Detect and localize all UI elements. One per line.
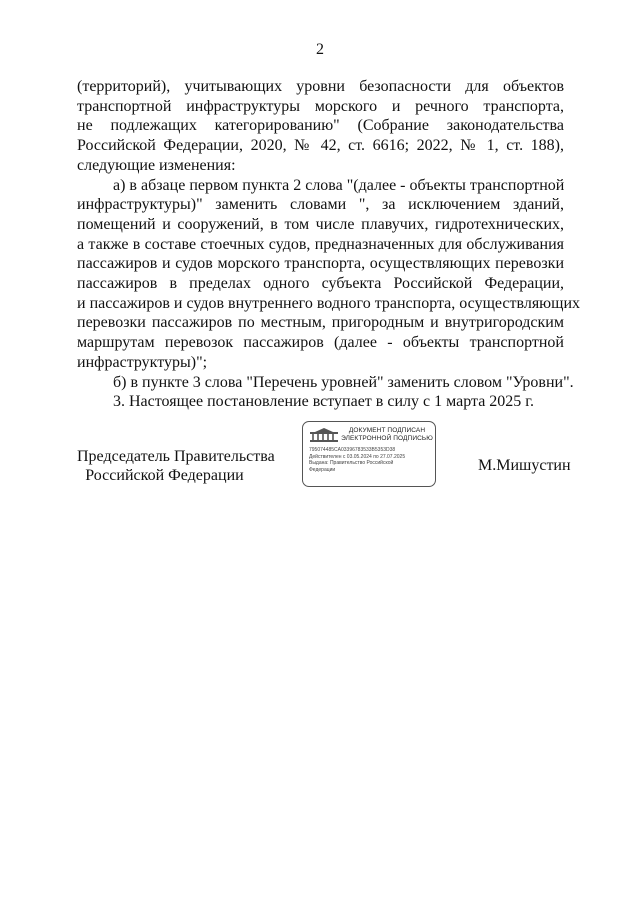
stamp-title [341, 427, 433, 443]
body-line: инфраструктуры)" заменить словами ", за исключением зданий, [77, 196, 564, 214]
stamp-title-line-2: ЭЛЕКТРОННОЙ ПОДПИСЬЮ [341, 435, 433, 442]
signatory-name: М.Мишустин [478, 457, 571, 474]
signatory-position-line-1: Председатель Правительства [77, 448, 275, 465]
stamp-issued-by-line-2: Федерации [309, 466, 336, 473]
body-line: следующие изменения: [77, 156, 236, 174]
body-line: а также в составе стоечных судов, предназначенных для обслуживания [77, 235, 564, 253]
body-line: б) в пункте 3 слова "Перечень уровней" заменить словом "Уровни". [113, 373, 574, 391]
body-line: помещений и сооружений, в том числе плавучих, гидротехнических, [77, 215, 564, 233]
signatory-position [77, 447, 275, 485]
body-line: транспортной инфраструктуры морского и речного транспорта, [77, 97, 564, 115]
body-line: 3. Настоящее постановление вступает в силу с 1 марта 2025 г. [113, 393, 535, 411]
body-line: маршрутам перевозок пассажиров (далее - объекты транспортной [77, 334, 564, 352]
government-building-icon [309, 428, 339, 442]
body-line: Российской Федерации, 2020, № 42, ст. 6616; 2022, № 1, ст. 188), [77, 137, 564, 155]
page-number: 2 [316, 41, 324, 58]
body-line: перевозки пассажиров по местным, пригородным и внутригородским [77, 314, 564, 332]
body-line: пассажиров в пределах одного субъекта Российской Федерации, [77, 275, 564, 292]
body-line: а) в абзаце первом пункта 2 слова "(далее - объекты транспортной [113, 176, 565, 194]
body-line: (территорий), учитывающих уровни безопасности для объектов [77, 78, 564, 95]
body-line: не подлежащих категорированию" (Собрание законодательства [77, 117, 564, 135]
signatory-position-line-2: Российской Федерации [85, 467, 244, 484]
stamp-title-line-1: ДОКУМЕНТ ПОДПИСАН [348, 427, 426, 434]
body-line: пассажиров и судов морского транспорта, осуществляющих перевозки [77, 255, 564, 273]
stamp-issued-by-line-1: Выдана: Правительство Российской [309, 460, 394, 466]
body-line: инфраструктуры)"; [77, 353, 208, 371]
stamp-certificate-info [309, 447, 433, 473]
stamp-certificate-number: 795074485CA03396783533B5353D38 [309, 447, 396, 453]
body-line: и пассажиров и судов внутреннего водного транспорта, осуществляющих [77, 294, 581, 312]
stamp-validity: Действителен с 03.05.2024 по 27.07.2025 [309, 453, 406, 460]
electronic-signature-stamp [302, 421, 436, 487]
